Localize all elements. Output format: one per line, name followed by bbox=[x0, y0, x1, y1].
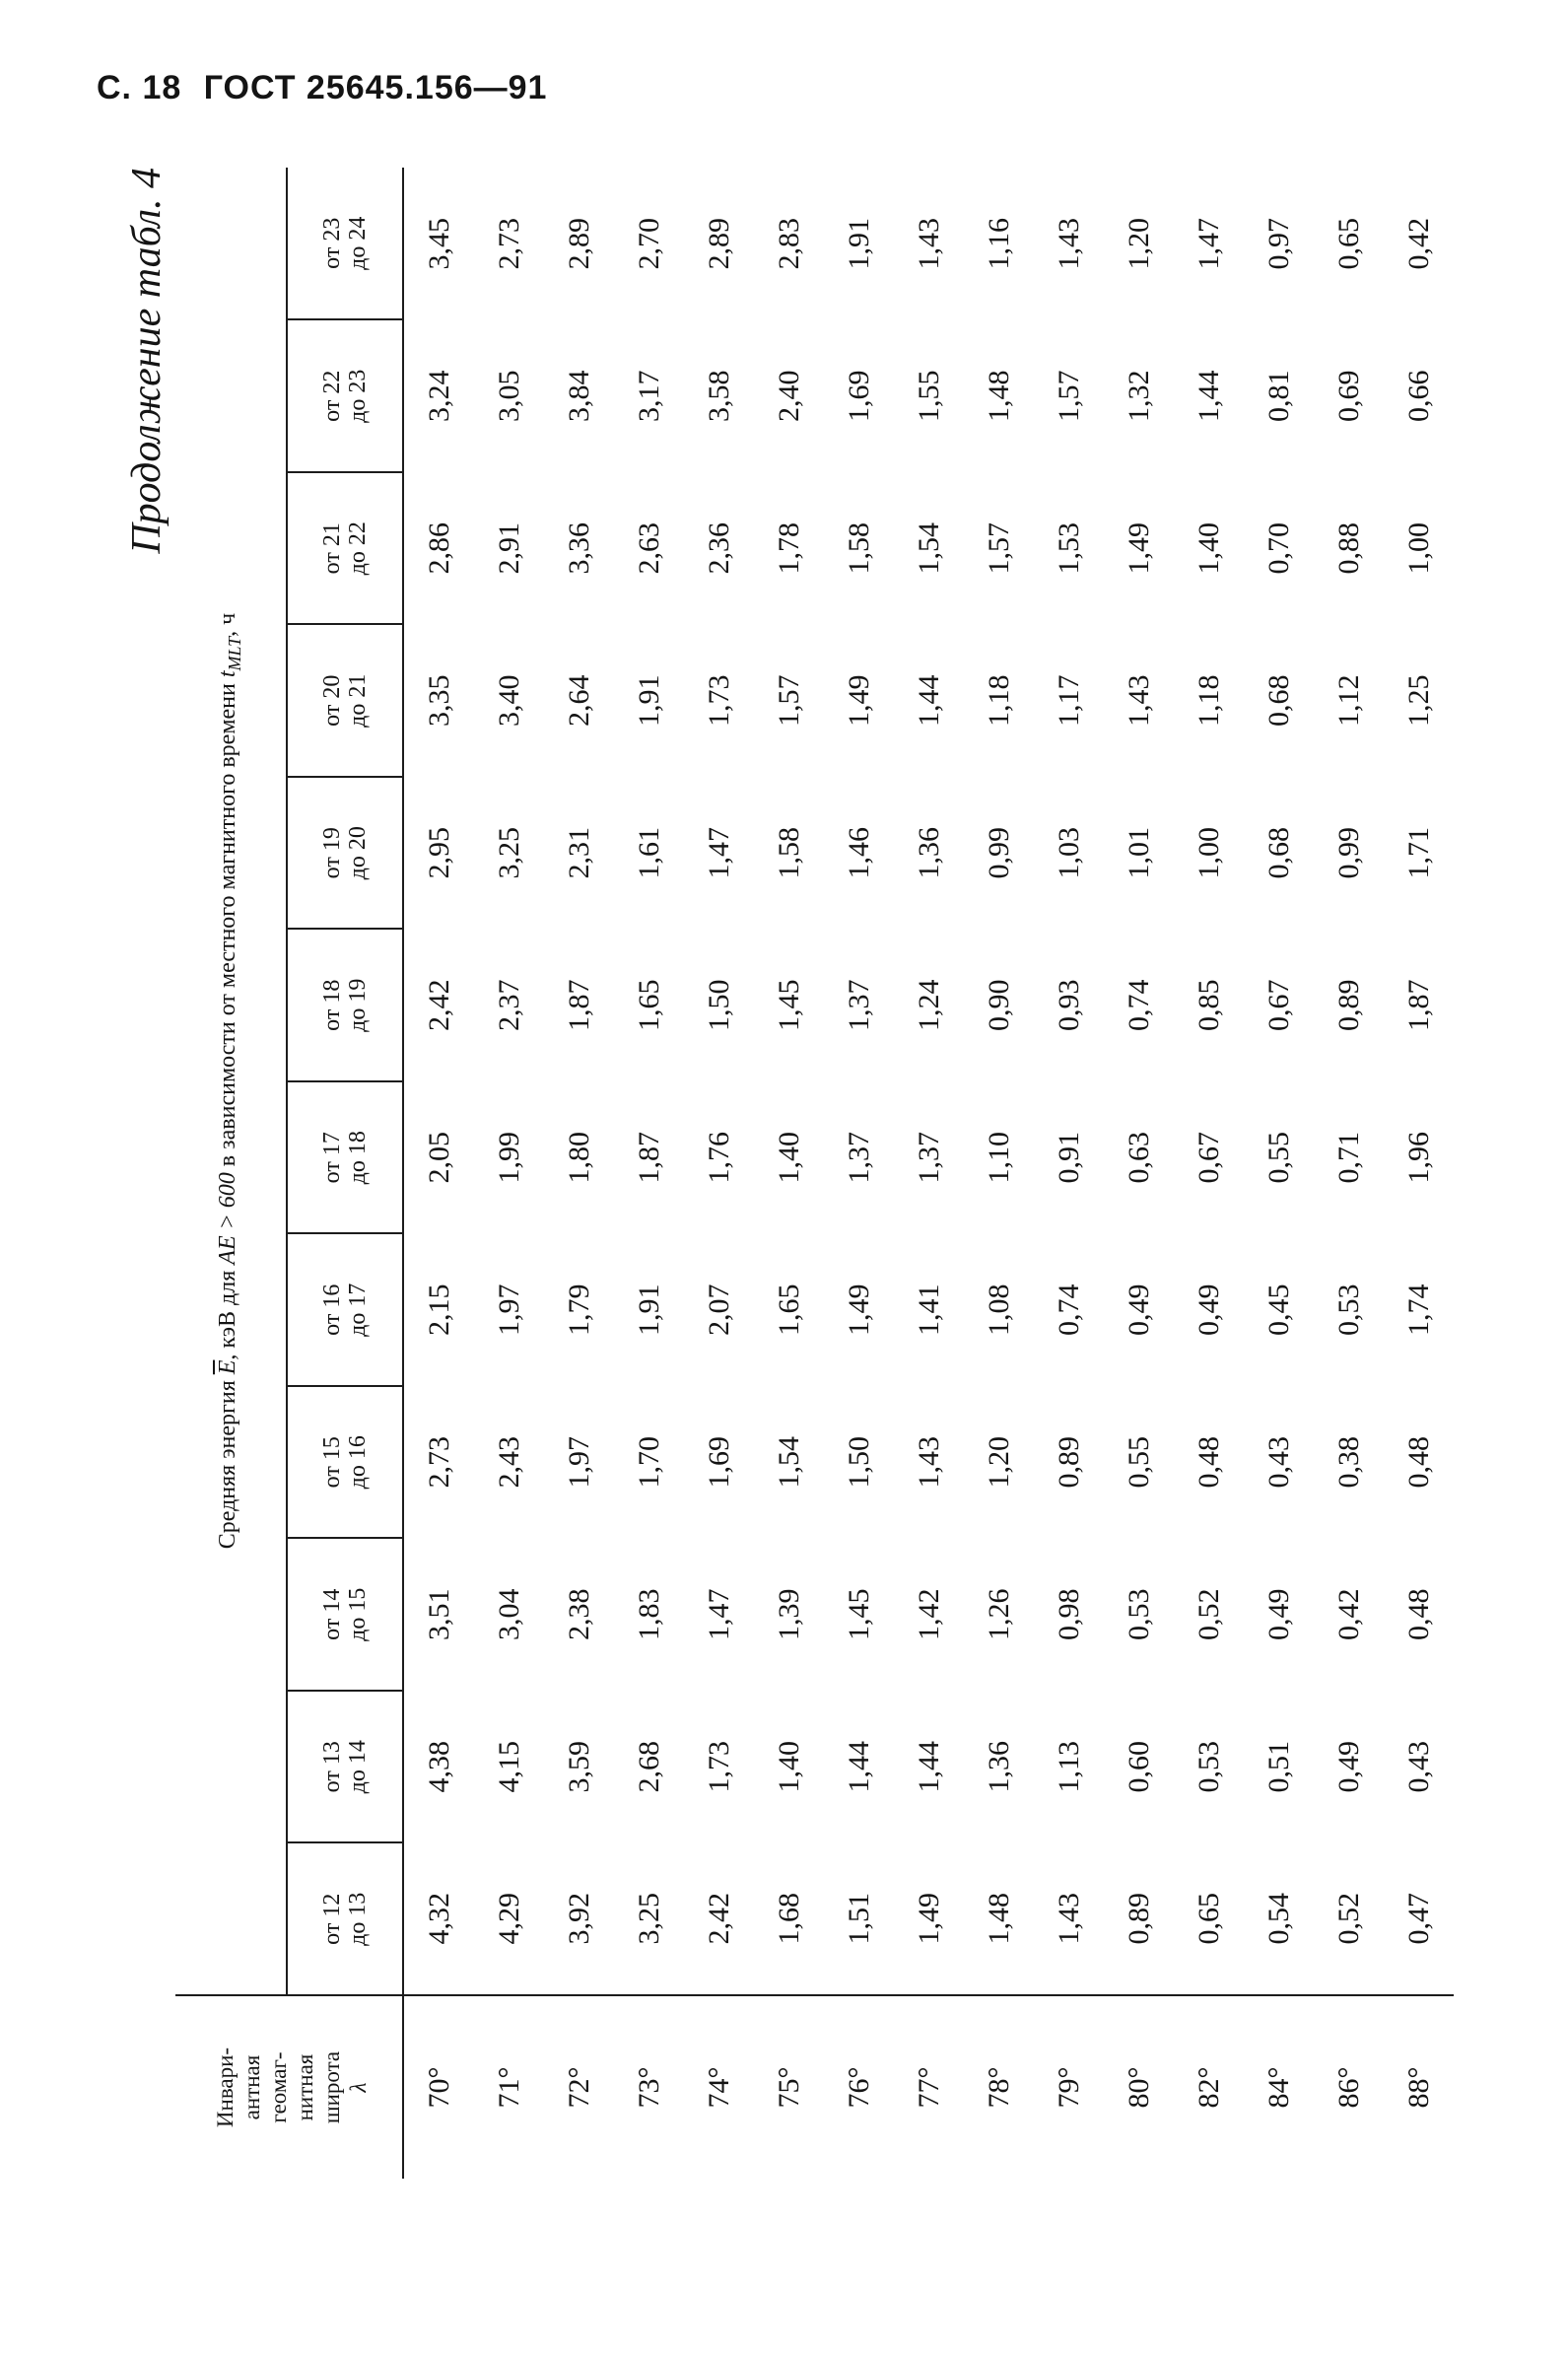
energy-value-cell: 2,68 bbox=[632, 1741, 665, 1793]
energy-value-cell: 0,63 bbox=[1122, 1132, 1155, 1184]
energy-value-cell: 1,44 bbox=[912, 674, 945, 727]
energy-value-cell: 1,70 bbox=[632, 1436, 665, 1489]
energy-value-cell: 1,45 bbox=[842, 1588, 875, 1640]
interval-header-line: до 22 bbox=[345, 521, 371, 576]
energy-value-cell: 0,74 bbox=[1052, 1284, 1085, 1336]
energy-value-cell: 1,20 bbox=[1122, 218, 1155, 270]
energy-value-cell: 1,83 bbox=[632, 1588, 665, 1640]
energy-value-cell: 1,91 bbox=[842, 218, 875, 270]
table-row bbox=[1174, 168, 1244, 2179]
interval-header-line: до 20 bbox=[345, 826, 371, 880]
latitude-header-line: широта bbox=[319, 2050, 344, 2124]
interval-header-line: от 17 bbox=[319, 1132, 345, 1184]
latitude-cell: 71° bbox=[474, 1995, 544, 2179]
latitude-header-line: антная bbox=[239, 2054, 264, 2120]
latitude-cell: 75° bbox=[754, 1995, 824, 2179]
energy-value-cell: 2,89 bbox=[562, 218, 595, 270]
energy-value-cell: 2,73 bbox=[492, 218, 525, 270]
energy-value-cell: 2,91 bbox=[492, 522, 525, 575]
energy-value-cell: 2,83 bbox=[772, 218, 805, 270]
latitude-header-line: нитная bbox=[293, 2053, 317, 2121]
energy-value-cell: 1,10 bbox=[982, 1132, 1015, 1184]
energy-value-cell: 3,24 bbox=[422, 370, 455, 422]
energy-value-cell: 3,51 bbox=[422, 1588, 455, 1640]
energy-value-cell: 1,48 bbox=[982, 370, 1015, 422]
energy-value-cell: 3,58 bbox=[702, 370, 735, 422]
energy-value-cell: 1,58 bbox=[842, 522, 875, 575]
energy-value-cell: 2,40 bbox=[772, 370, 805, 422]
interval-header-line: до 21 bbox=[345, 673, 371, 728]
energy-value-cell: 1,80 bbox=[562, 1132, 595, 1184]
energy-value-cell: 2,37 bbox=[492, 979, 525, 1031]
energy-value-cell: 1,37 bbox=[912, 1132, 945, 1184]
energy-value-cell: 1,96 bbox=[1401, 1132, 1435, 1184]
energy-value-cell: 3,25 bbox=[632, 1893, 665, 1945]
header-row-intervals bbox=[287, 168, 403, 2179]
table-caption: Продолжение табл. 4 bbox=[124, 168, 170, 554]
energy-value-cell: 1,18 bbox=[982, 674, 1015, 727]
energy-value-cell: 1,48 bbox=[982, 1893, 1015, 1945]
energy-value-cell: 1,87 bbox=[1401, 979, 1435, 1031]
latitude-header-line: Инвари- bbox=[213, 2047, 238, 2128]
table-row bbox=[544, 168, 614, 2179]
energy-value-cell: 0,68 bbox=[1261, 827, 1295, 879]
energy-value-cell: 1,57 bbox=[772, 674, 805, 727]
time-unit: , ч bbox=[214, 612, 240, 637]
energy-value-cell: 1,65 bbox=[772, 1284, 805, 1336]
energy-value-cell: 2,89 bbox=[702, 218, 735, 270]
energy-value-cell: 0,90 bbox=[982, 979, 1015, 1031]
energy-value-cell: 2,43 bbox=[492, 1436, 525, 1489]
energy-value-cell: 0,53 bbox=[1122, 1588, 1155, 1640]
energy-value-cell: 0,42 bbox=[1331, 1588, 1365, 1640]
energy-value-cell: 4,15 bbox=[492, 1741, 525, 1793]
page-header bbox=[97, 69, 559, 107]
interval-header-line: от 13 bbox=[319, 1741, 345, 1793]
energy-value-cell: 0,65 bbox=[1192, 1893, 1225, 1945]
energy-value-cell: 1,50 bbox=[702, 979, 735, 1031]
energy-value-cell: 1,58 bbox=[772, 827, 805, 879]
interval-header-line: от 15 bbox=[319, 1436, 345, 1489]
energy-value-cell: 1,43 bbox=[912, 218, 945, 270]
energy-value-cell: 1,18 bbox=[1192, 674, 1225, 727]
ae-condition: AE > 600 bbox=[214, 1172, 240, 1265]
latitude-cell: 70° bbox=[403, 1995, 474, 2179]
energy-value-cell: 0,55 bbox=[1122, 1436, 1155, 1489]
energy-value-cell: 0,88 bbox=[1331, 522, 1365, 575]
energy-value-cell: 1,40 bbox=[1192, 522, 1225, 575]
interval-header-line: от 23 bbox=[319, 217, 345, 269]
energy-value-cell: 1,36 bbox=[982, 1741, 1015, 1793]
energy-value-cell: 0,70 bbox=[1261, 522, 1295, 575]
table-row bbox=[474, 168, 544, 2179]
energy-value-cell: 3,40 bbox=[492, 674, 525, 727]
latitude-cell: 77° bbox=[894, 1995, 964, 2179]
energy-value-cell: 1,51 bbox=[842, 1893, 875, 1945]
energy-value-cell: 2,70 bbox=[632, 218, 665, 270]
latitude-cell: 82° bbox=[1174, 1995, 1244, 2179]
latitude-cell: 73° bbox=[614, 1995, 684, 2179]
energy-value-cell: 2,42 bbox=[702, 1893, 735, 1945]
energy-value-cell: 1,57 bbox=[1052, 370, 1085, 422]
energy-value-cell: 1,00 bbox=[1401, 522, 1435, 575]
energy-value-cell: 1,79 bbox=[562, 1284, 595, 1336]
rotated-table-block bbox=[108, 168, 1449, 2179]
energy-value-cell: 1,43 bbox=[912, 1436, 945, 1489]
table-row bbox=[1384, 168, 1454, 2179]
energy-value-cell: 0,67 bbox=[1261, 979, 1295, 1031]
energy-value-cell: 3,45 bbox=[422, 218, 455, 270]
header-middle: , кэВ для bbox=[214, 1270, 240, 1360]
energy-value-cell: 0,45 bbox=[1261, 1284, 1295, 1336]
energy-value-cell: 1,87 bbox=[562, 979, 595, 1031]
energy-value-cell: 0,49 bbox=[1192, 1284, 1225, 1336]
energy-value-cell: 1,91 bbox=[632, 674, 665, 727]
energy-value-cell: 2,31 bbox=[562, 827, 595, 879]
energy-value-cell: 1,47 bbox=[702, 1588, 735, 1640]
interval-header bbox=[287, 1843, 403, 1996]
energy-value-cell: 1,40 bbox=[772, 1741, 805, 1793]
energy-value-cell: 0,52 bbox=[1331, 1893, 1365, 1945]
interval-header bbox=[287, 320, 403, 473]
interval-header bbox=[287, 472, 403, 625]
energy-value-cell: 1,99 bbox=[492, 1132, 525, 1184]
energy-value-cell: 2,05 bbox=[422, 1132, 455, 1184]
energy-value-cell: 2,95 bbox=[422, 827, 455, 879]
interval-header-line: от 21 bbox=[319, 522, 345, 575]
interval-header-line: до 17 bbox=[345, 1283, 371, 1337]
energy-value-cell: 0,53 bbox=[1192, 1741, 1225, 1793]
interval-header-line: от 18 bbox=[319, 979, 345, 1031]
energy-value-cell: 1,53 bbox=[1052, 522, 1085, 575]
energy-value-cell: 4,29 bbox=[492, 1893, 525, 1945]
energy-value-cell: 1,25 bbox=[1401, 674, 1435, 727]
energy-value-cell: 1,61 bbox=[632, 827, 665, 879]
table-row bbox=[1244, 168, 1314, 2179]
energy-value-cell: 0,97 bbox=[1261, 218, 1295, 270]
interval-header bbox=[287, 625, 403, 778]
table-row bbox=[403, 168, 474, 2179]
energy-value-cell: 1,08 bbox=[982, 1284, 1015, 1336]
energy-value-cell: 0,49 bbox=[1261, 1588, 1295, 1640]
energy-value-cell: 1,00 bbox=[1192, 827, 1225, 879]
energy-value-cell: 1,50 bbox=[842, 1436, 875, 1489]
energy-value-cell: 0,68 bbox=[1261, 674, 1295, 727]
energy-value-cell: 1,55 bbox=[912, 370, 945, 422]
interval-header-line: от 16 bbox=[319, 1284, 345, 1336]
interval-header bbox=[287, 168, 403, 320]
interval-header-line: до 15 bbox=[345, 1587, 371, 1641]
energy-value-cell: 1,74 bbox=[1401, 1284, 1435, 1336]
interval-header-line: от 14 bbox=[319, 1588, 345, 1640]
energy-value-cell: 4,32 bbox=[422, 1893, 455, 1945]
energy-value-cell: 0,42 bbox=[1401, 218, 1435, 270]
header-prefix: Средняя энергия bbox=[214, 1380, 240, 1550]
energy-value-cell: 0,38 bbox=[1331, 1436, 1365, 1489]
interval-header bbox=[287, 1386, 403, 1539]
latitude-cell: 80° bbox=[1104, 1995, 1174, 2179]
energy-value-cell: 0,71 bbox=[1331, 1132, 1365, 1184]
energy-value-cell: 2,07 bbox=[702, 1284, 735, 1336]
energy-value-cell: 3,59 bbox=[562, 1741, 595, 1793]
energy-value-cell: 1,36 bbox=[912, 827, 945, 879]
interval-header bbox=[287, 1539, 403, 1692]
energy-value-cell: 1,44 bbox=[1192, 370, 1225, 422]
energy-value-cell: 1,76 bbox=[702, 1132, 735, 1184]
latitude-cell: 72° bbox=[544, 1995, 614, 2179]
header-suffix: в зависимости от местного магнитного времени bbox=[214, 683, 240, 1167]
energy-value-cell: 1,49 bbox=[912, 1893, 945, 1945]
interval-header-line: до 16 bbox=[345, 1435, 371, 1490]
energy-value-cell: 2,36 bbox=[702, 522, 735, 575]
energy-value-cell: 0,98 bbox=[1052, 1588, 1085, 1640]
energy-value-cell: 2,38 bbox=[562, 1588, 595, 1640]
table-row bbox=[684, 168, 754, 2179]
interval-header-line: от 20 bbox=[319, 674, 345, 727]
interval-header-line: до 18 bbox=[345, 1131, 371, 1185]
energy-value-cell: 2,42 bbox=[422, 979, 455, 1031]
energy-table bbox=[175, 168, 1454, 2179]
energy-value-cell: 0,52 bbox=[1192, 1588, 1225, 1640]
energy-value-cell: 1,91 bbox=[632, 1284, 665, 1336]
energy-value-cell: 0,47 bbox=[1401, 1893, 1435, 1945]
energy-value-cell: 1,54 bbox=[912, 522, 945, 575]
energy-value-cell: 1,16 bbox=[982, 218, 1015, 270]
latitude-cell: 86° bbox=[1314, 1995, 1384, 2179]
energy-value-cell: 1,44 bbox=[842, 1741, 875, 1793]
interval-header-line: до 19 bbox=[345, 978, 371, 1032]
interval-header bbox=[287, 1081, 403, 1234]
interval-header bbox=[287, 1691, 403, 1843]
latitude-cell: 76° bbox=[824, 1995, 894, 2179]
energy-value-cell: 1,37 bbox=[842, 979, 875, 1031]
energy-value-cell: 1,68 bbox=[772, 1893, 805, 1945]
energy-value-cell: 0,74 bbox=[1122, 979, 1155, 1031]
table-row bbox=[754, 168, 824, 2179]
energy-value-cell: 2,73 bbox=[422, 1436, 455, 1489]
energy-value-cell: 0,93 bbox=[1052, 979, 1085, 1031]
energy-value-cell: 1,97 bbox=[562, 1436, 595, 1489]
table-row bbox=[964, 168, 1034, 2179]
energy-value-cell: 0,49 bbox=[1331, 1741, 1365, 1793]
energy-value-cell: 1,49 bbox=[842, 674, 875, 727]
table-row bbox=[614, 168, 684, 2179]
energy-value-cell: 1,47 bbox=[702, 827, 735, 879]
energy-value-cell: 2,86 bbox=[422, 522, 455, 575]
energy-value-cell: 0,49 bbox=[1122, 1284, 1155, 1336]
energy-value-cell: 1,47 bbox=[1192, 218, 1225, 270]
energy-value-cell: 1,40 bbox=[772, 1132, 805, 1184]
energy-value-cell: 1,26 bbox=[982, 1588, 1015, 1640]
interval-header-line: до 23 bbox=[345, 369, 371, 423]
energy-value-cell: 0,48 bbox=[1401, 1588, 1435, 1640]
energy-value-cell: 1,44 bbox=[912, 1741, 945, 1793]
energy-value-cell: 3,04 bbox=[492, 1588, 525, 1640]
energy-value-cell: 1,43 bbox=[1052, 218, 1085, 270]
energy-value-cell: 0,60 bbox=[1122, 1741, 1155, 1793]
energy-value-cell: 3,17 bbox=[632, 370, 665, 422]
energy-value-cell: 0,55 bbox=[1261, 1132, 1295, 1184]
energy-value-cell: 4,38 bbox=[422, 1741, 455, 1793]
energy-value-cell: 1,71 bbox=[1401, 827, 1435, 879]
energy-value-cell: 0,67 bbox=[1192, 1132, 1225, 1184]
energy-value-cell: 1,54 bbox=[772, 1436, 805, 1489]
energy-value-cell: 0,48 bbox=[1401, 1436, 1435, 1489]
table-row bbox=[1034, 168, 1104, 2179]
energy-value-cell: 1,69 bbox=[842, 370, 875, 422]
page-number: С. 18 bbox=[97, 69, 182, 106]
energy-value-cell: 1,43 bbox=[1052, 1893, 1085, 1945]
table-row bbox=[1104, 168, 1174, 2179]
energy-value-cell: 3,36 bbox=[562, 522, 595, 575]
energy-value-cell: 1,42 bbox=[912, 1588, 945, 1640]
time-subscript: MLT bbox=[224, 636, 244, 671]
energy-value-cell: 1,73 bbox=[702, 1741, 735, 1793]
energy-value-cell: 0,81 bbox=[1261, 370, 1295, 422]
energy-value-cell: 1,12 bbox=[1331, 674, 1365, 727]
energy-value-cell: 1,78 bbox=[772, 522, 805, 575]
interval-header bbox=[287, 930, 403, 1082]
interval-header-line: до 13 bbox=[345, 1892, 371, 1946]
energy-value-cell: 3,35 bbox=[422, 674, 455, 727]
header-row-main bbox=[175, 168, 287, 2179]
energy-value-cell: 1,39 bbox=[772, 1588, 805, 1640]
energy-value-cell: 1,43 bbox=[1122, 674, 1155, 727]
energy-value-cell: 1,65 bbox=[632, 979, 665, 1031]
energy-value-cell: 1,49 bbox=[842, 1284, 875, 1336]
table-row bbox=[1314, 168, 1384, 2179]
energy-value-cell: 1,97 bbox=[492, 1284, 525, 1336]
energy-value-cell: 2,63 bbox=[632, 522, 665, 575]
time-symbol: t bbox=[214, 670, 240, 678]
energy-value-cell: 0,65 bbox=[1331, 218, 1365, 270]
energy-value-cell: 0,91 bbox=[1052, 1132, 1085, 1184]
energy-value-cell: 0,43 bbox=[1261, 1436, 1295, 1489]
energy-value-cell: 1,45 bbox=[772, 979, 805, 1031]
interval-header-line: до 14 bbox=[345, 1740, 371, 1794]
latitude-header-line: геомаг- bbox=[266, 2051, 291, 2123]
energy-value-cell: 0,54 bbox=[1261, 1893, 1295, 1945]
latitude-column-header bbox=[175, 1995, 403, 2179]
energy-symbol: $\overline{E}$ bbox=[214, 1359, 240, 1375]
latitude-cell: 79° bbox=[1034, 1995, 1104, 2179]
energy-value-cell: 1,03 bbox=[1052, 827, 1085, 879]
energy-value-cell: 3,25 bbox=[492, 827, 525, 879]
energy-value-cell: 1,37 bbox=[842, 1132, 875, 1184]
latitude-cell: 84° bbox=[1244, 1995, 1314, 2179]
table-row bbox=[824, 168, 894, 2179]
energy-value-cell: 1,01 bbox=[1122, 827, 1155, 879]
energy-value-cell: 0,51 bbox=[1261, 1741, 1295, 1793]
interval-header-line: до 24 bbox=[345, 216, 371, 270]
energy-value-cell: 1,73 bbox=[702, 674, 735, 727]
energy-value-cell: 0,85 bbox=[1192, 979, 1225, 1031]
latitude-cell: 88° bbox=[1384, 1995, 1454, 2179]
interval-header bbox=[287, 777, 403, 930]
energy-value-cell: 3,92 bbox=[562, 1893, 595, 1945]
energy-value-cell: 1,20 bbox=[982, 1436, 1015, 1489]
energy-value-cell: 0,89 bbox=[1122, 1893, 1155, 1945]
energy-value-cell: 1,13 bbox=[1052, 1741, 1085, 1793]
energy-value-cell: 1,87 bbox=[632, 1132, 665, 1184]
energy-value-cell: 1,57 bbox=[982, 522, 1015, 575]
latitude-cell: 74° bbox=[684, 1995, 754, 2179]
energy-value-cell: 0,69 bbox=[1331, 370, 1365, 422]
interval-header-line: от 19 bbox=[319, 827, 345, 879]
energy-value-cell: 0,99 bbox=[1331, 827, 1365, 879]
energy-value-cell: 1,17 bbox=[1052, 674, 1085, 727]
energy-value-cell: 0,53 bbox=[1331, 1284, 1365, 1336]
energy-value-cell: 0,48 bbox=[1192, 1436, 1225, 1489]
energy-value-cell: 0,99 bbox=[982, 827, 1015, 879]
energy-value-cell: 0,43 bbox=[1401, 1741, 1435, 1793]
standard-designation: ГОСТ 25645.156—91 bbox=[203, 69, 548, 106]
energy-value-cell: 2,64 bbox=[562, 674, 595, 727]
energy-value-cell: 0,89 bbox=[1052, 1436, 1085, 1489]
latitude-cell: 78° bbox=[964, 1995, 1034, 2179]
interval-header bbox=[287, 1234, 403, 1387]
energy-value-cell: 1,32 bbox=[1122, 370, 1155, 422]
energy-value-cell: 1,24 bbox=[912, 979, 945, 1031]
table-body bbox=[403, 168, 1454, 2179]
interval-header-line: от 12 bbox=[319, 1893, 345, 1945]
energy-value-cell: 3,05 bbox=[492, 370, 525, 422]
table-row bbox=[894, 168, 964, 2179]
interval-header-line: от 22 bbox=[319, 370, 345, 422]
energy-value-cell: 0,89 bbox=[1331, 979, 1365, 1031]
energy-value-cell: 0,66 bbox=[1401, 370, 1435, 422]
energy-value-cell: 1,69 bbox=[702, 1436, 735, 1489]
energy-main-header bbox=[175, 168, 287, 1995]
energy-value-cell: 2,15 bbox=[422, 1284, 455, 1336]
energy-value-cell: 1,49 bbox=[1122, 522, 1155, 575]
energy-value-cell: 1,46 bbox=[842, 827, 875, 879]
energy-value-cell: 3,84 bbox=[562, 370, 595, 422]
latitude-symbol: λ bbox=[346, 2082, 371, 2093]
energy-value-cell: 1,41 bbox=[912, 1284, 945, 1336]
